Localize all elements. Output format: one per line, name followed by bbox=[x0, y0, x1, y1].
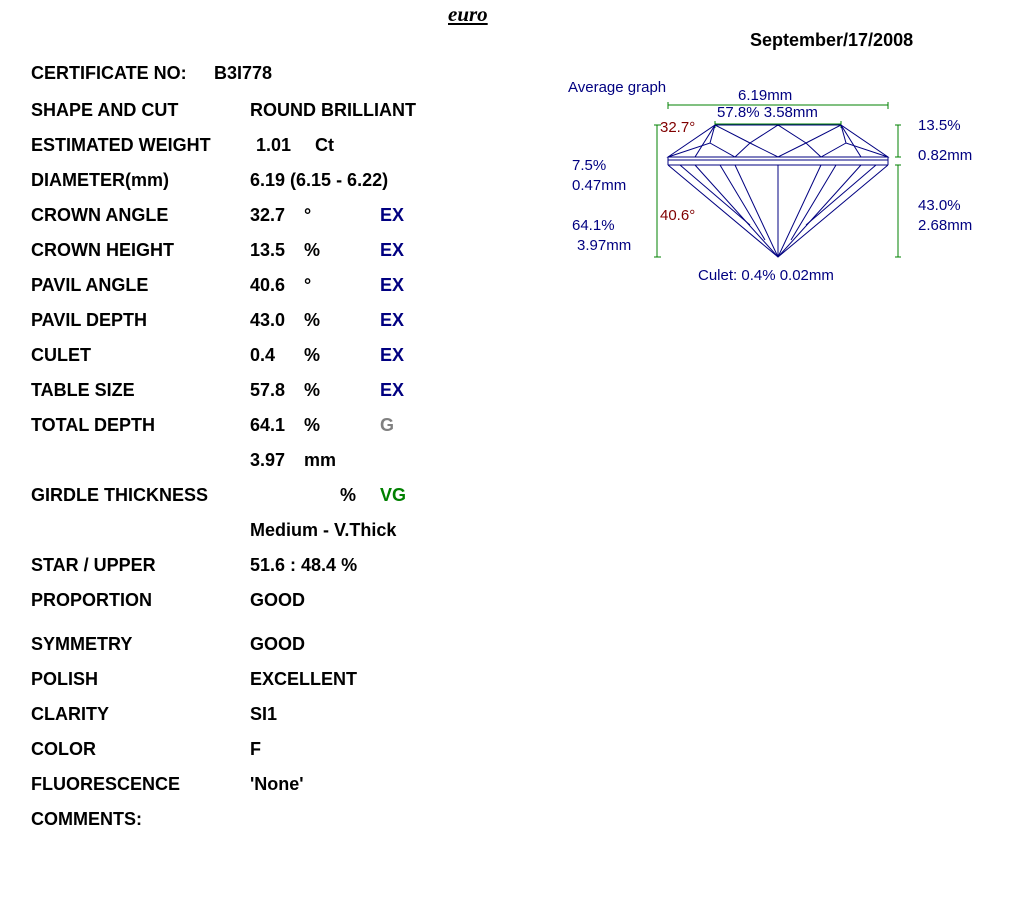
certificate-number: B3I778 bbox=[214, 63, 273, 83]
pavil-angle-unit: ° bbox=[304, 275, 312, 295]
total-depth-mm-unit: mm bbox=[304, 450, 337, 470]
pavil-depth-value: 43.0 bbox=[250, 310, 286, 330]
table-size-value: 57.8 bbox=[250, 380, 286, 400]
comments-label: COMMENTS: bbox=[31, 809, 142, 829]
graph-pavilion-mm: 2.68mm bbox=[918, 217, 973, 234]
graph-girdle-mm: 0.47mm bbox=[572, 177, 627, 194]
crown-angle-unit: ° bbox=[304, 205, 312, 225]
proportion-label: PROPORTION bbox=[31, 590, 153, 610]
pavil-angle-label: PAVIL ANGLE bbox=[31, 275, 149, 295]
clarity-value: SI1 bbox=[250, 704, 278, 724]
graph-crown-height-mm: 0.82mm bbox=[918, 147, 973, 164]
culet-unit: % bbox=[304, 345, 321, 365]
girdle-label: GIRDLE THICKNESS bbox=[31, 485, 209, 505]
polish-label: POLISH bbox=[31, 669, 99, 689]
pavil-angle-value: 40.6 bbox=[250, 275, 286, 295]
pavil-depth-grade: EX bbox=[380, 310, 405, 330]
graph-girdle-pct: 7.5% bbox=[572, 157, 607, 174]
graph-pavilion-pct: 43.0% bbox=[918, 197, 961, 214]
weight-unit: Ct bbox=[315, 135, 334, 155]
culet-label: CULET bbox=[31, 345, 91, 365]
crown-angle-label: CROWN ANGLE bbox=[31, 205, 169, 225]
weight-label: ESTIMATED WEIGHT bbox=[31, 135, 211, 155]
total-depth-unit: % bbox=[304, 415, 321, 435]
girdle-value: Medium - V.Thick bbox=[250, 520, 397, 540]
crown-height-unit: % bbox=[304, 240, 321, 260]
total-depth-grade: G bbox=[380, 415, 395, 435]
graph-crown-height-pct: 13.5% bbox=[918, 117, 961, 134]
total-depth-value: 64.1 bbox=[250, 415, 286, 435]
proportion-value: GOOD bbox=[250, 590, 306, 610]
clarity-label: CLARITY bbox=[31, 704, 109, 724]
graph-total-mm: 3.97mm bbox=[577, 237, 632, 254]
graph-title: Average graph bbox=[568, 79, 667, 96]
pavil-depth-unit: % bbox=[304, 310, 321, 330]
culet-grade: EX bbox=[380, 345, 405, 365]
report-date: September/17/2008 bbox=[750, 30, 914, 50]
graph-diameter-label: 6.19mm bbox=[738, 87, 793, 104]
table-size-grade: EX bbox=[380, 380, 405, 400]
weight-value: 1.01 bbox=[256, 135, 292, 155]
diameter-value: 6.19 (6.15 - 6.22) bbox=[250, 170, 389, 190]
pavil-angle-grade: EX bbox=[380, 275, 405, 295]
crown-height-value: 13.5 bbox=[250, 240, 286, 260]
graph-crown-angle-label: 32.7° bbox=[660, 119, 696, 136]
crown-angle-grade: EX bbox=[380, 205, 405, 225]
girdle-grade: VG bbox=[380, 485, 407, 505]
total-depth-label: TOTAL DEPTH bbox=[31, 415, 156, 435]
crown-height-grade: EX bbox=[380, 240, 405, 260]
symmetry-value: GOOD bbox=[250, 634, 306, 654]
shape-value: ROUND BRILLIANT bbox=[250, 100, 416, 120]
pavil-depth-label: PAVIL DEPTH bbox=[31, 310, 148, 330]
crown-height-label: CROWN HEIGHT bbox=[31, 240, 174, 260]
graph-culet-label: Culet: 0.4% 0.02mm bbox=[698, 267, 834, 284]
girdle-unit: % bbox=[340, 485, 357, 505]
total-depth-mm-value: 3.97 bbox=[250, 450, 286, 470]
shape-label: SHAPE AND CUT bbox=[31, 100, 179, 120]
fluorescence-label: FLUORESCENCE bbox=[31, 774, 181, 794]
star-upper-value: 51.6 : 48.4 % bbox=[250, 555, 358, 575]
crown-angle-value: 32.7 bbox=[250, 205, 286, 225]
graph-total-pct: 64.1% bbox=[572, 217, 615, 234]
diameter-label: DIAMETER(mm) bbox=[31, 170, 169, 190]
color-value: F bbox=[250, 739, 261, 759]
graph-table-label: 57.8% 3.58mm bbox=[717, 104, 818, 121]
diamond-pavilion bbox=[668, 165, 888, 257]
fluorescence-value: 'None' bbox=[250, 774, 304, 794]
brand-title: euro bbox=[448, 2, 488, 26]
graph-pavilion-angle-label: 40.6° bbox=[660, 207, 696, 224]
symmetry-label: SYMMETRY bbox=[31, 634, 133, 654]
color-label: COLOR bbox=[31, 739, 96, 759]
table-size-label: TABLE SIZE bbox=[31, 380, 135, 400]
polish-value: EXCELLENT bbox=[250, 669, 358, 689]
diamond-crown bbox=[668, 125, 888, 165]
certificate-label: CERTIFICATE NO: bbox=[31, 63, 187, 83]
star-upper-label: STAR / UPPER bbox=[31, 555, 156, 575]
table-size-unit: % bbox=[304, 380, 321, 400]
culet-value: 0.4 bbox=[250, 345, 276, 365]
